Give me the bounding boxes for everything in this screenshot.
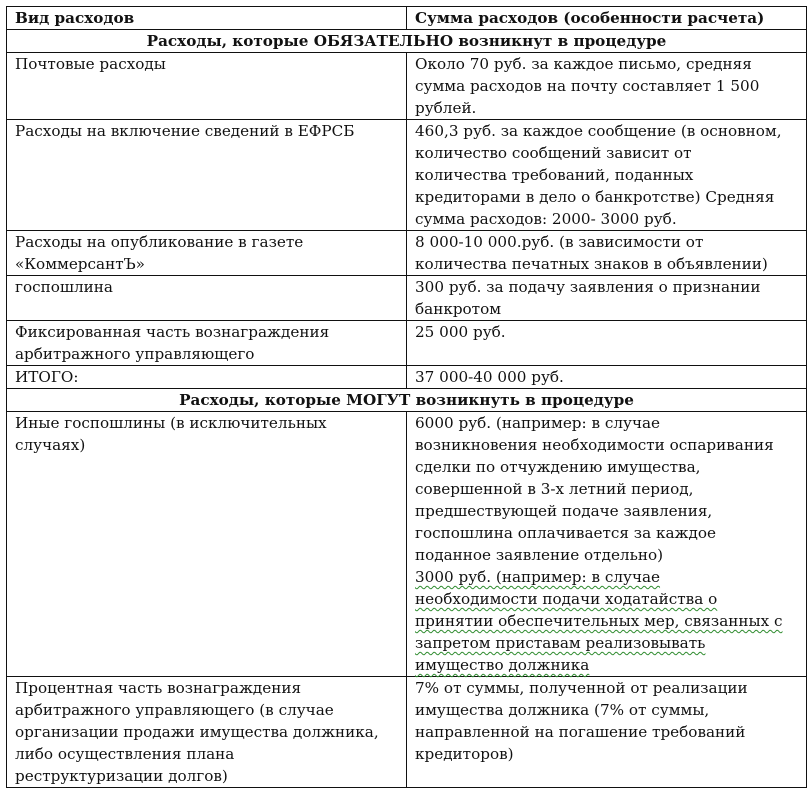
cell-line: количества требований, поданных (415, 166, 694, 184)
section-title-mandatory: Расходы, которые ОБЯЗАТЕЛЬНО возникнут в процедуре (7, 30, 807, 53)
section-row-possible (7, 389, 807, 412)
cell-line: совершенной в 3-х летний период, (415, 480, 694, 498)
cell-line: либо осуществления плана (15, 745, 235, 763)
table-row (7, 321, 807, 366)
cell-line: сумма расходов: 2000- 3000 руб. (415, 210, 677, 228)
cell-line: 7% от суммы, полученной от реализации (415, 679, 748, 697)
table-row (7, 53, 807, 120)
section-row-mandatory (7, 30, 807, 53)
cell-line: Фиксированная часть вознаграждения (15, 323, 330, 341)
cell-line: Иные госпошлины (в исключительных (15, 414, 327, 432)
table-row (7, 412, 807, 677)
expense-amount-cell (407, 231, 807, 276)
cell-line: 460,3 руб. за каждое сообщение (в основном, (415, 122, 782, 140)
table-row (7, 276, 807, 321)
cell-line: кредиторами в дело о банкротстве) Средняя (415, 188, 775, 206)
cell-line: сделки по отчуждению имущества, (415, 458, 701, 476)
cell-line: Процентная часть вознаграждения (15, 679, 302, 697)
cell-line: кредиторов) (415, 745, 514, 763)
cell-line: Около 70 руб. за каждое письмо, средняя (415, 55, 752, 73)
cell-line: запретом приставам реализовывать (415, 634, 706, 652)
cell-line: Почтовые расходы (15, 55, 166, 73)
cell-line: 300 руб. за подачу заявления о признании (415, 278, 761, 296)
expenses-table (6, 6, 807, 788)
cell-line: 25 000 руб. (415, 323, 506, 341)
cell-line: поданное заявление отдельно) (415, 546, 664, 564)
expense-amount-cell (407, 366, 807, 389)
cell-line: организации продажи имущества должника, (15, 723, 379, 741)
expense-type-cell (7, 321, 407, 366)
section-title-possible: Расходы, которые МОГУТ возникнуть в процедуре (7, 389, 807, 412)
cell-line: имущества должника (7% от суммы, (415, 701, 710, 719)
expense-type-cell (7, 120, 407, 231)
cell-line: имущество должника (415, 656, 590, 674)
expense-amount-cell (407, 321, 807, 366)
cell-line: количества печатных знаков в объявлении) (415, 255, 768, 273)
cell-line: 37 000-40 000 руб. (415, 368, 564, 386)
header-expense-amount: Сумма расходов (особенности расчета) (407, 7, 807, 30)
expense-type-cell (7, 677, 407, 788)
table-row-total (7, 366, 807, 389)
expense-type-cell (7, 231, 407, 276)
expense-type-cell (7, 366, 407, 389)
expense-amount-cell (407, 53, 807, 120)
cell-line: банкротом (415, 300, 502, 318)
cell-line: 8 000-10 000.руб. (в зависимости от (415, 233, 704, 251)
cell-line: рублей. (415, 99, 477, 117)
expense-type-cell (7, 276, 407, 321)
cell-line: арбитражного управляющего (15, 345, 255, 363)
expense-amount-cell (407, 120, 807, 231)
header-expense-type: Вид расходов (7, 7, 407, 30)
cell-line: направленной на погашение требований (415, 723, 746, 741)
table-row (7, 120, 807, 231)
cell-line: госпошлина (15, 278, 113, 296)
cell-line: 6000 руб. (например: в случае (415, 414, 661, 432)
table-row (7, 231, 807, 276)
cell-line: 3000 руб. (например: в случае (415, 568, 661, 586)
table-row (7, 677, 807, 788)
cell-line: предшествующей подаче заявления, (415, 502, 713, 520)
cell-line: госпошлина оплачивается за каждое (415, 524, 716, 542)
cell-line: ИТОГО: (15, 368, 79, 386)
cell-line: сумма расходов на почту составляет 1 500 (415, 77, 760, 95)
cell-line: необходимости подачи ходатайства о (415, 590, 718, 608)
expense-amount-cell (407, 412, 807, 677)
cell-line: арбитражного управляющего (в случае (15, 701, 334, 719)
cell-line: Расходы на включение сведений в ЕФРСБ (15, 122, 355, 140)
expense-type-cell (7, 412, 407, 677)
expense-amount-cell (407, 276, 807, 321)
expense-amount-cell (407, 677, 807, 788)
expense-type-cell (7, 53, 407, 120)
header-row (7, 7, 807, 30)
cell-line: «КоммерсантЪ» (15, 255, 145, 273)
cell-line: Расходы на опубликование в газете (15, 233, 304, 251)
cell-line: количество сообщений зависит от (415, 144, 692, 162)
cell-line: случаях) (15, 436, 86, 454)
cell-line: реструктуризации долгов) (15, 767, 228, 785)
cell-line: возникновения необходимости оспаривания (415, 436, 774, 454)
cell-line: принятии обеспечительных мер, связанных с (415, 612, 783, 630)
